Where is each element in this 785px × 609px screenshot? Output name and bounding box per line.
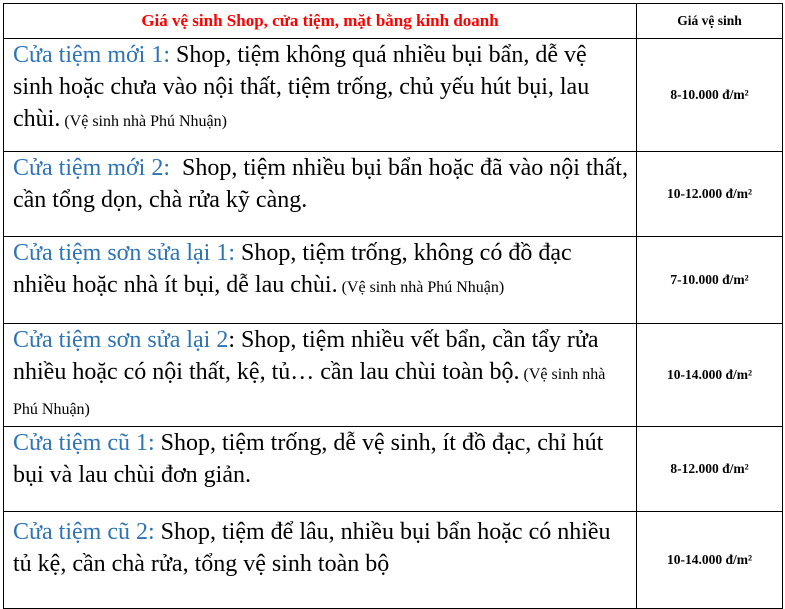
- table-row: [4, 39, 783, 152]
- table-row: [4, 324, 783, 427]
- row-text: Shop, tiệm để lâu, nhiều bụi bẩn hoặc có nhiều tủ kệ, cần chà rửa, tổng vệ sinh toàn bộ: [13, 519, 611, 577]
- table-row: [4, 427, 783, 512]
- row-title: Cửa tiệm cũ 1:: [13, 430, 155, 456]
- row-description: [4, 324, 637, 427]
- header-description: Giá vệ sinh Shop, cửa tiệm, mặt bằng kinh doanh: [4, 4, 637, 39]
- row-title: Cửa tiệm cũ 2:: [13, 519, 155, 545]
- table-row: [4, 237, 783, 324]
- header-price: Giá vệ sinh: [637, 4, 783, 39]
- row-description: [4, 152, 637, 237]
- row-price: 10-14.000 đ/m²: [637, 512, 783, 609]
- row-description: [4, 427, 637, 512]
- row-price: 7-10.000 đ/m²: [637, 237, 783, 324]
- row-note: (Vệ sinh nhà Phú Nhuận): [337, 279, 505, 296]
- row-text: Shop, tiệm nhiều bụi bẩn hoặc đã vào nội thất, cần tổng dọn, chà rửa kỹ càng.: [13, 155, 634, 213]
- row-note: (Vệ sinh nhà Phú Nhuận): [13, 366, 606, 418]
- table-row: [4, 512, 783, 609]
- row-title: Cửa tiệm mới 2:: [13, 155, 171, 181]
- row-price: 8-12.000 đ/m²: [637, 427, 783, 512]
- table-row: [4, 152, 783, 237]
- row-description: [4, 237, 637, 324]
- row-title: Cửa tiệm mới 1:: [13, 42, 171, 68]
- price-table: [3, 3, 783, 609]
- row-title: Cửa tiệm sơn sửa lại 1:: [13, 240, 236, 266]
- row-title: Cửa tiệm sơn sửa lại 2: [13, 327, 229, 353]
- table-header-row: [4, 4, 783, 39]
- row-note: (Vệ sinh nhà Phú Nhuận): [60, 113, 227, 130]
- row-price: 8-10.000 đ/m²: [637, 39, 783, 152]
- row-text: Shop, tiệm không quá nhiều bụi bẩn, dễ vệ sinh hoặc chưa vào nội thất, tiệm trống, chủ yếu hút bụi, lau chùi.: [13, 42, 590, 132]
- row-description: [4, 39, 637, 152]
- row-description: [4, 512, 637, 609]
- row-text: Shop, tiệm trống, dễ vệ sinh, ít đồ đạc, chỉ hút bụi và lau chùi đơn giản.: [13, 430, 604, 488]
- row-price: 10-12.000 đ/m²: [637, 152, 783, 237]
- row-price: 10-14.000 đ/m²: [637, 324, 783, 427]
- row-text: : Shop, tiệm nhiều vết bẩn, cần tẩy rửa nhiều hoặc có nội thất, kệ, tủ… cần lau chùi toàn bộ.: [13, 327, 599, 385]
- row-text: Shop, tiệm trống, không có đồ đạc nhiều hoặc nhà ít bụi, dễ lau chùi.: [13, 240, 572, 298]
